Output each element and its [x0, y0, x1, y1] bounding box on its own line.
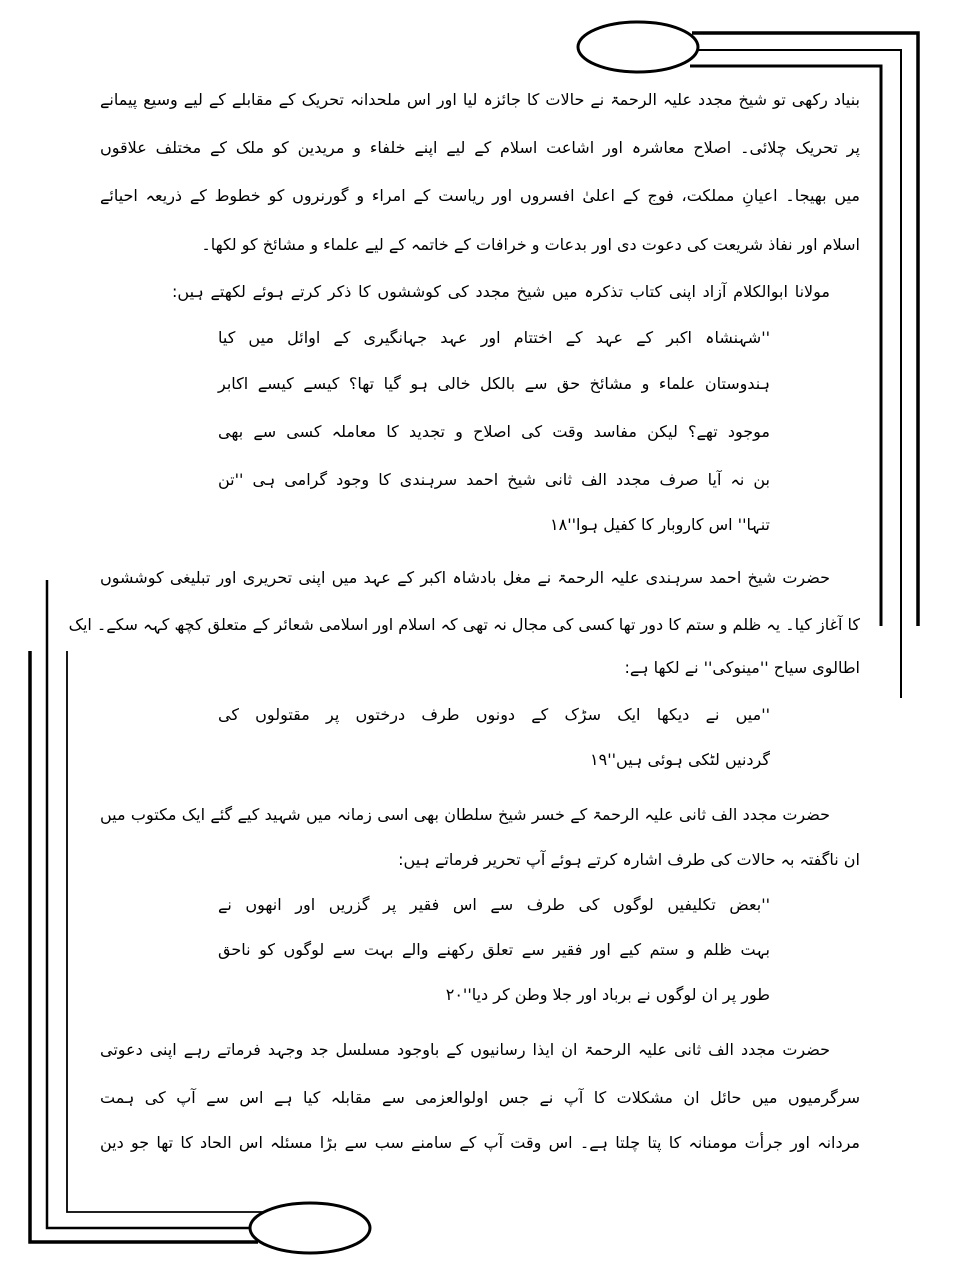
text-line: کا آغاز کیا۔ یہ ظلم و ستم کا دور تھا کسی کی مجال نہ تھی کہ اسلام اور اسلامی شعائر کے متعلق کچھ کہہ سکے۔ ایک	[68, 615, 860, 634]
quote-line: طور پر ان لوگوں نے برباد اور جلا وطن کر دیا''۲۰	[445, 985, 770, 1004]
text-line: میں بھیجا۔ اعیانِ مملکت، فوج کے اعلیٰ افسروں اور ریاست کے امراء و گورنروں کو خطوط کے ذریعہ احیائے	[100, 186, 860, 205]
text-line: حضرت مجدد الف ثانی علیہ الرحمۃ ان ایذا رسانیوں کے باوجود مسلسل جد وجہد فرماتے رہے اپنی دعوتی	[100, 1040, 830, 1059]
top-right-border-ornament	[578, 22, 918, 698]
quote-line: ہندوستان علماء و مشائخ حق سے بالکل خالی ہو گیا تھا؟ کیسے کیسے اکابر	[218, 374, 770, 393]
quote-line: موجود تھے؟ لیکن مفاسد وقت کی اصلاح و تجدید کا معاملہ کسی سے بھی	[218, 422, 770, 441]
text-line: اسلام اور نفاذ شریعت کی دعوت دی اور بدعات و خرافات کے خاتمہ کے لیے علماء و مشائخ کو لکھا۔	[201, 235, 860, 254]
text-line: حضرت مجدد الف ثانی علیہ الرحمۃ کے خسر شیخ سلطان بھی اسی زمانہ میں شہید کیے گئے ایک مکتوب میں	[100, 805, 830, 824]
quote-line: تنہا'' اس کاروبار کا کفیل ہوا''۱۸	[550, 515, 770, 534]
quote-line: ''بعض تکلیفیں لوگوں کی طرف سے اس فقیر پر گزریں اور انھوں نے	[218, 895, 770, 914]
text-line: سرگرمیوں میں حائل ان مشکلات کا آپ نے جس اولوالعزمی سے مقابلہ کیا ہے اس سے آپ کی ہمت	[100, 1088, 860, 1107]
text-line: ان ناگفتہ بہ حالات کی طرف اشارہ کرتے ہوئے آپ تحریر فرماتے ہیں:	[398, 850, 860, 869]
text-line: مولانا ابوالکلام آزاد اپنی کتاب تذکرہ میں شیخ مجدد کی کوششوں کا ذکر کرتے ہوئے لکھتے ہیں:	[172, 282, 830, 301]
quote-line: گردنیں لٹکی ہوئی ہیں''۱۹	[590, 750, 770, 769]
quote-line: بن نہ آیا صرف مجدد الف ثانی شیخ احمد سرہندی کا وجود گرامی ہی ''تن	[218, 470, 770, 489]
text-line: پر تحریک چلائی۔ اصلاح معاشرہ اور اشاعت اسلام کے لیے اپنے خلفاء و مریدین کو ملک کے مختلف علاقوں	[100, 138, 860, 157]
text-line: بنیاد رکھی تو شیخ مجدد علیہ الرحمۃ نے حالات کا جائزہ لیا اور اس ملحدانہ تحریک کے مقابلے کے لیے وسیع پیمانے	[100, 90, 860, 109]
text-line: حضرت شیخ احمد سرہندی علیہ الرحمۃ نے مغل بادشاہ اکبر کے عہد میں اپنی تحریری اور تبلیغی کوششوں	[100, 568, 830, 587]
text-line: اطالوی سیاح ''مینوکی'' نے لکھا ہے:	[624, 658, 860, 677]
quote-line: ''میں نے دیکھا ایک سڑک کے دونوں طرف درختوں پر مقتولوں کی	[218, 705, 770, 724]
quote-line: بہت ظلم و ستم کیے اور فقیر سے تعلق رکھنے والے بہت سے لوگوں کو ناحق	[218, 940, 770, 959]
text-line: مردانہ اور جرأت مومنانہ کا پتا چلتا ہے۔ اس وقت آپ کے سامنے سب سے بڑا مسئلہ اس الحاد کا تھا جو دین	[100, 1133, 860, 1152]
quote-line: ''شہنشاہ اکبر کے عہد کے اختتام اور عہد جہانگیری کے اوائل میں کیا	[218, 328, 770, 347]
